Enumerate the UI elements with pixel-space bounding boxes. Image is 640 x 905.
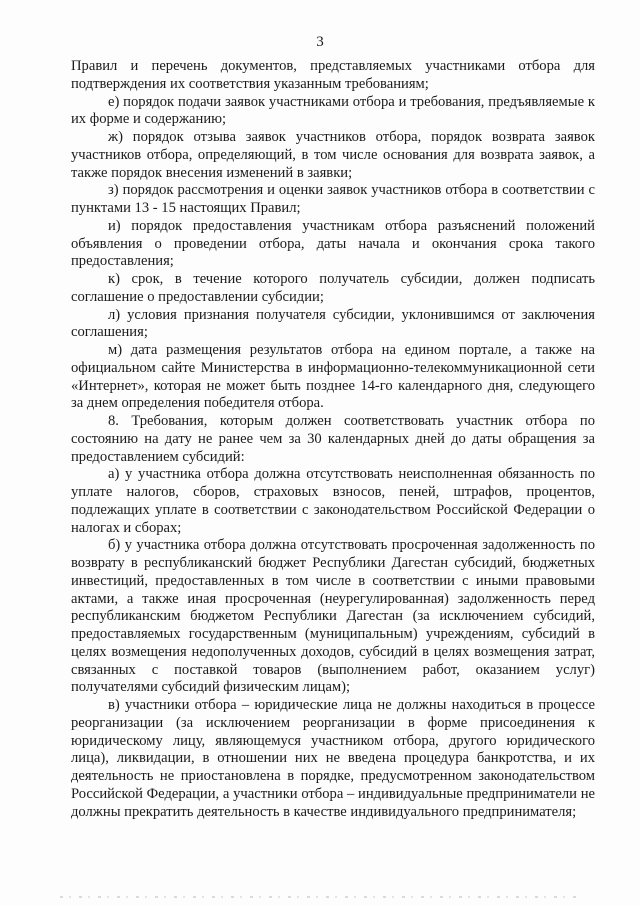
paragraph-section-8: 8. Требования, которым должен соответствовать участник отбора по состоянию на дату не ранее чем за 30 календарных дней до даты обращения за предоставлением субсидий: bbox=[71, 413, 595, 465]
document-body bbox=[71, 58, 595, 821]
paragraph-item-z: з) порядок рассмотрения и оценки заявок участников отбора в соответствии с пунктами 13 - 15 настоящих Правил; bbox=[71, 182, 595, 216]
paragraph-item-i: и) порядок предоставления участникам отбора разъяснений положений объявления о проведении отбора, даты начала и окончания срока такого предоставления; bbox=[71, 217, 595, 270]
paragraph-item-l: л) условия признания получателя субсидии, уклонившимся от заключения соглашения; bbox=[71, 306, 595, 341]
paragraph-item-m: м) дата размещения результатов отбора на едином портале, а также на официальном сайте Министерства в информационно-телекоммуникационной сети «Интернет», которая не может быть позднее 14-го календарного дня, следующего за днем определения победителя отбора. bbox=[71, 342, 595, 412]
paragraph-item-e: е) порядок подачи заявок участниками отбора и требования, предъявляемые к их форме и содержанию; bbox=[71, 93, 595, 128]
paragraph-item-k: к) срок, в течение которого получатель субсидии, должен подписать соглашение о предоставлении субсидии; bbox=[71, 271, 595, 305]
paragraph-item-v: в) участники отбора – юридические лица не должны находиться в процессе реорганизации (за исключением реорганизации в форме присоединения к юридическому лицу, являющемуся участником отбора, другого юридического лица), ликвидации, в отношении них не введена процедура банкротства, и их деятельность не приостановлена в порядке, предусмотренном законодательством Российской Федерации, а участники отбора – индивидуальные предприниматели не должны прекратить деятельность в качестве индивидуального предпринимателя; bbox=[71, 697, 595, 820]
paragraph-continuation: Правил и перечень документов, представляемых участниками отбора для подтверждения их соответствия указанным требованиям; bbox=[71, 58, 595, 92]
paragraph-item-b: б) у участника отбора должна отсутствовать просроченная задолженность по возврату в республиканский бюджет Республики Дагестан субсидий, бюджетных инвестиций, предоставленных в том числе в соответствии с иными правовыми актами, а также иная просроченная (неурегулированная) задолженность перед республиканским бюджетом Республики Дагестан (за исключением субсидий, предоставляемых государственным (муниципальным) учреждениям, субсидий в целях возмещения недополученных доходов, субсидий в целях возмещения затрат, связанных с поставкой товаров (выполнением работ, оказанием услуг) получателями субсидий физическим лицам); bbox=[71, 537, 595, 696]
paragraph-item-zh: ж) порядок отзыва заявок участников отбора, порядок возврата заявок участников отбора, определяющий, в том числе основания для возврата заявок, а также порядок внесения изменений в заявки; bbox=[71, 129, 595, 181]
paragraph-item-a: а) у участника отбора должна отсутствовать неисполненная обязанность по уплате налогов, сборов, страховых взносов, пеней, штрафов, процентов, подлежащих уплате в соответствии с законодательством Российской Федерации о налогах и сборах; bbox=[71, 466, 595, 536]
page-number: 3 bbox=[316, 34, 324, 50]
scan-artifact bbox=[60, 896, 580, 898]
